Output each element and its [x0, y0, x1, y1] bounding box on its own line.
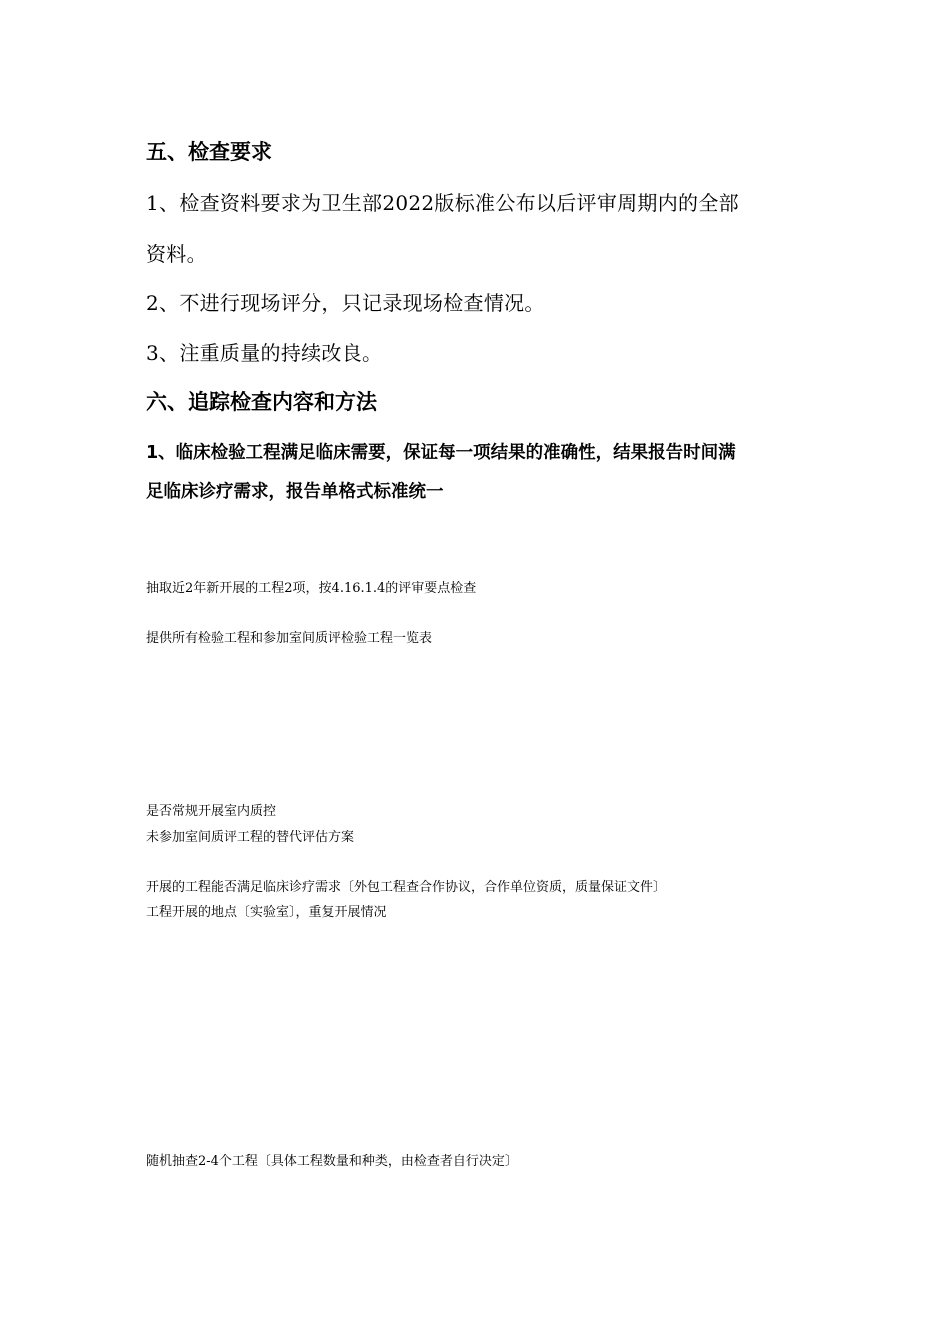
section-6-item-1-line-1: 1、临床检验工程满足临床需要，保证每一项结果的准确性，结果报告时间满 [146, 443, 736, 463]
note-line: 工程开展的地点〔实验室〕，重复开展情况 [146, 905, 387, 920]
section-5-item-1-line-1: 1、检查资料要求为卫生部2022版标准公布以后评审周期内的全部 [146, 191, 739, 215]
note-line: 未参加室间质评工程的替代评估方案 [146, 830, 355, 845]
note-line: 随机抽查2-4个工程〔具体工程数量和种类，由检查者自行决定〕 [146, 1154, 518, 1169]
note-line: 提供所有检验工程和参加室间质评检验工程一览表 [146, 631, 433, 646]
note-line: 开展的工程能否满足临床诊疗需求〔外包工程查合作协议，合作单位资质，质量保证文件〕 [146, 880, 667, 895]
section-5-item-3: 3、注重质量的持续改良。 [146, 341, 383, 365]
note-line: 抽取近2年新开展的工程2项，按4.16.1.4的评审要点检查 [146, 581, 477, 596]
section-6-item-1-line-2: 足临床诊疗需求，报告单格式标准统一 [146, 482, 444, 502]
section-6-heading: 六、追踪检查内容和方法 [146, 390, 377, 414]
section-5-item-2: 2、不进行现场评分，只记录现场检查情况。 [146, 291, 545, 315]
section-5-heading: 五、检查要求 [146, 140, 272, 164]
section-5-item-1-line-2: 资料。 [146, 242, 207, 266]
note-line: 是否常规开展室内质控 [146, 804, 277, 819]
